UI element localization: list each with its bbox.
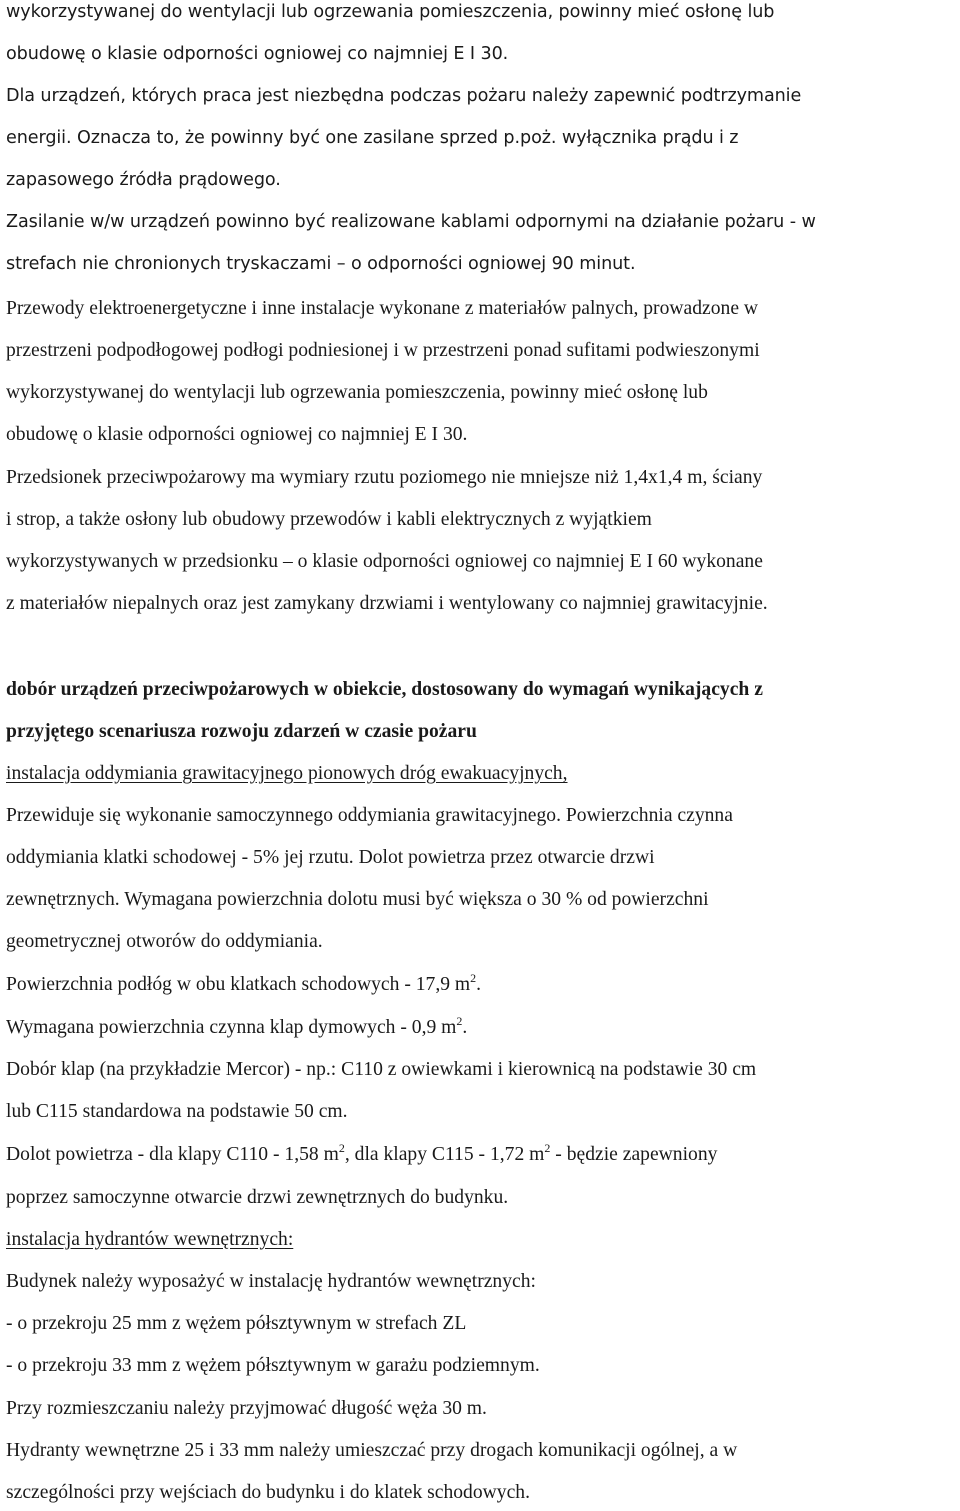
text-line: wykorzystywanej do wentylacji lub ogrzewania pomieszczenia, powinny mieć osłonę lub [6,382,708,403]
text-line: Dla urządzeń, których praca jest niezbędna podczas pożaru należy zapewnić podtrzymanie [6,86,802,106]
text-line: wykorzystywanej do wentylacji lub ogrzewania pomieszczenia, powinny mieć osłonę lub [6,2,775,22]
text-part: . [476,974,482,995]
text-line [6,971,482,995]
subsection-heading: instalacja oddymiania grawitacyjnego pionowych dróg ewakuacyjnych, [6,763,568,784]
text-line: i strop, a także osłony lub obudowy przewodów i kabli elektrycznych z wyjątkiem [6,509,652,530]
text-line: obudowę o klasie odporności ogniowej co najmniej E I 30. [6,424,468,445]
text-part: , dla klapy C115 - 1,72 m [344,1144,545,1165]
text-line: energii. Oznacza to, że powinny być one zasilane sprzed p.poż. wyłącznika prądu i z [6,128,739,148]
text-line: - o przekroju 25 mm z wężem półsztywnym w strefach ZL [6,1313,467,1334]
text-line: Budynek należy wyposażyć w instalację hydrantów wewnętrznych: [6,1271,536,1292]
text-line: wykorzystywanych w przedsionku – o klasie odporności ogniowej co najmniej E I 60 wykonane [6,551,763,572]
text-line: Przewody elektroenergetyczne i inne instalacje wykonane z materiałów palnych, prowadzone w [6,298,759,319]
superscript: 2 [544,1141,551,1155]
text-line: zewnętrznych. Wymagana powierzchnia dolotu musi być większa o 30 % od powierzchni [6,889,709,910]
superscript: 2 [470,971,477,985]
text-line: szczególności przy wejściach do budynku i do klatek schodowych. [6,1482,530,1503]
text-line: strefach nie chronionych tryskaczami – o odporności ogniowej 90 minut. [6,254,636,274]
text-line: Przy rozmieszczaniu należy przyjmować długość węża 30 m. [6,1398,487,1419]
text-part: Powierzchnia podłóg w obu klatkach schodowych - 17,9 m [6,974,471,995]
text-part: Dolot powietrza - dla klapy C110 - 1,58 m [6,1144,339,1165]
text-line: geometrycznej otworów do oddymiania. [6,931,323,952]
text-line: Przedsionek przeciwpożarowy ma wymiary rzutu poziomego nie mniejsze niż 1,4x1,4 m, ściany [6,467,763,488]
text-line: obudowę o klasie odporności ogniowej co najmniej E I 30. [6,44,509,64]
text-part: - będzie zapewniony [550,1144,718,1165]
section-heading: przyjętego scenariusza rozwoju zdarzeń w czasie pożaru [6,721,477,742]
text-line: Zasilanie w/w urządzeń powinno być realizowane kablami odpornymi na działanie pożaru - w [6,212,816,232]
superscript: 2 [338,1141,345,1155]
section-heading: dobór urządzeń przeciwpożarowych w obiekcie, dostosowany do wymagań wynikających z [6,679,763,700]
text-line: zapasowego źródła prądowego. [6,170,281,190]
text-line: Dobór klap (na przykładzie Mercor) - np.: C110 z owiewkami i kierownicą na podstawie 30 cm [6,1059,757,1080]
text-part: Wymagana powierzchnia czynna klap dymowych - 0,9 m [6,1017,457,1038]
text-line: oddymiania klatki schodowej - 5% jej rzutu. Dolot powietrza przez otwarcie drzwi [6,847,655,868]
text-line: poprzez samoczynne otwarcie drzwi zewnętrznych do budynku. [6,1187,509,1208]
subsection-heading: instalacja hydrantów wewnętrznych: [6,1229,294,1250]
text-line: przestrzeni podpodłogowej podłogi podniesionej i w przestrzeni ponad sufitami podwieszonymi [6,340,760,361]
text-line: - o przekroju 33 mm z wężem półsztywnym w garażu podziemnym. [6,1355,540,1376]
text-line: Przewiduje się wykonanie samoczynnego oddymiania grawitacyjnego. Powierzchnia czynna [6,805,733,826]
text-line [6,1014,468,1038]
text-part: . [462,1017,468,1038]
text-line: Hydranty wewnętrzne 25 i 33 mm należy umieszczać przy drogach komunikacji ogólnej, a w [6,1440,738,1461]
text-line [6,1141,718,1165]
text-line: lub C115 standardowa na podstawie 50 cm. [6,1101,348,1122]
text-line: z materiałów niepalnych oraz jest zamykany drzwiami i wentylowany co najmniej grawitacyjnie. [6,593,768,614]
superscript: 2 [456,1014,463,1028]
